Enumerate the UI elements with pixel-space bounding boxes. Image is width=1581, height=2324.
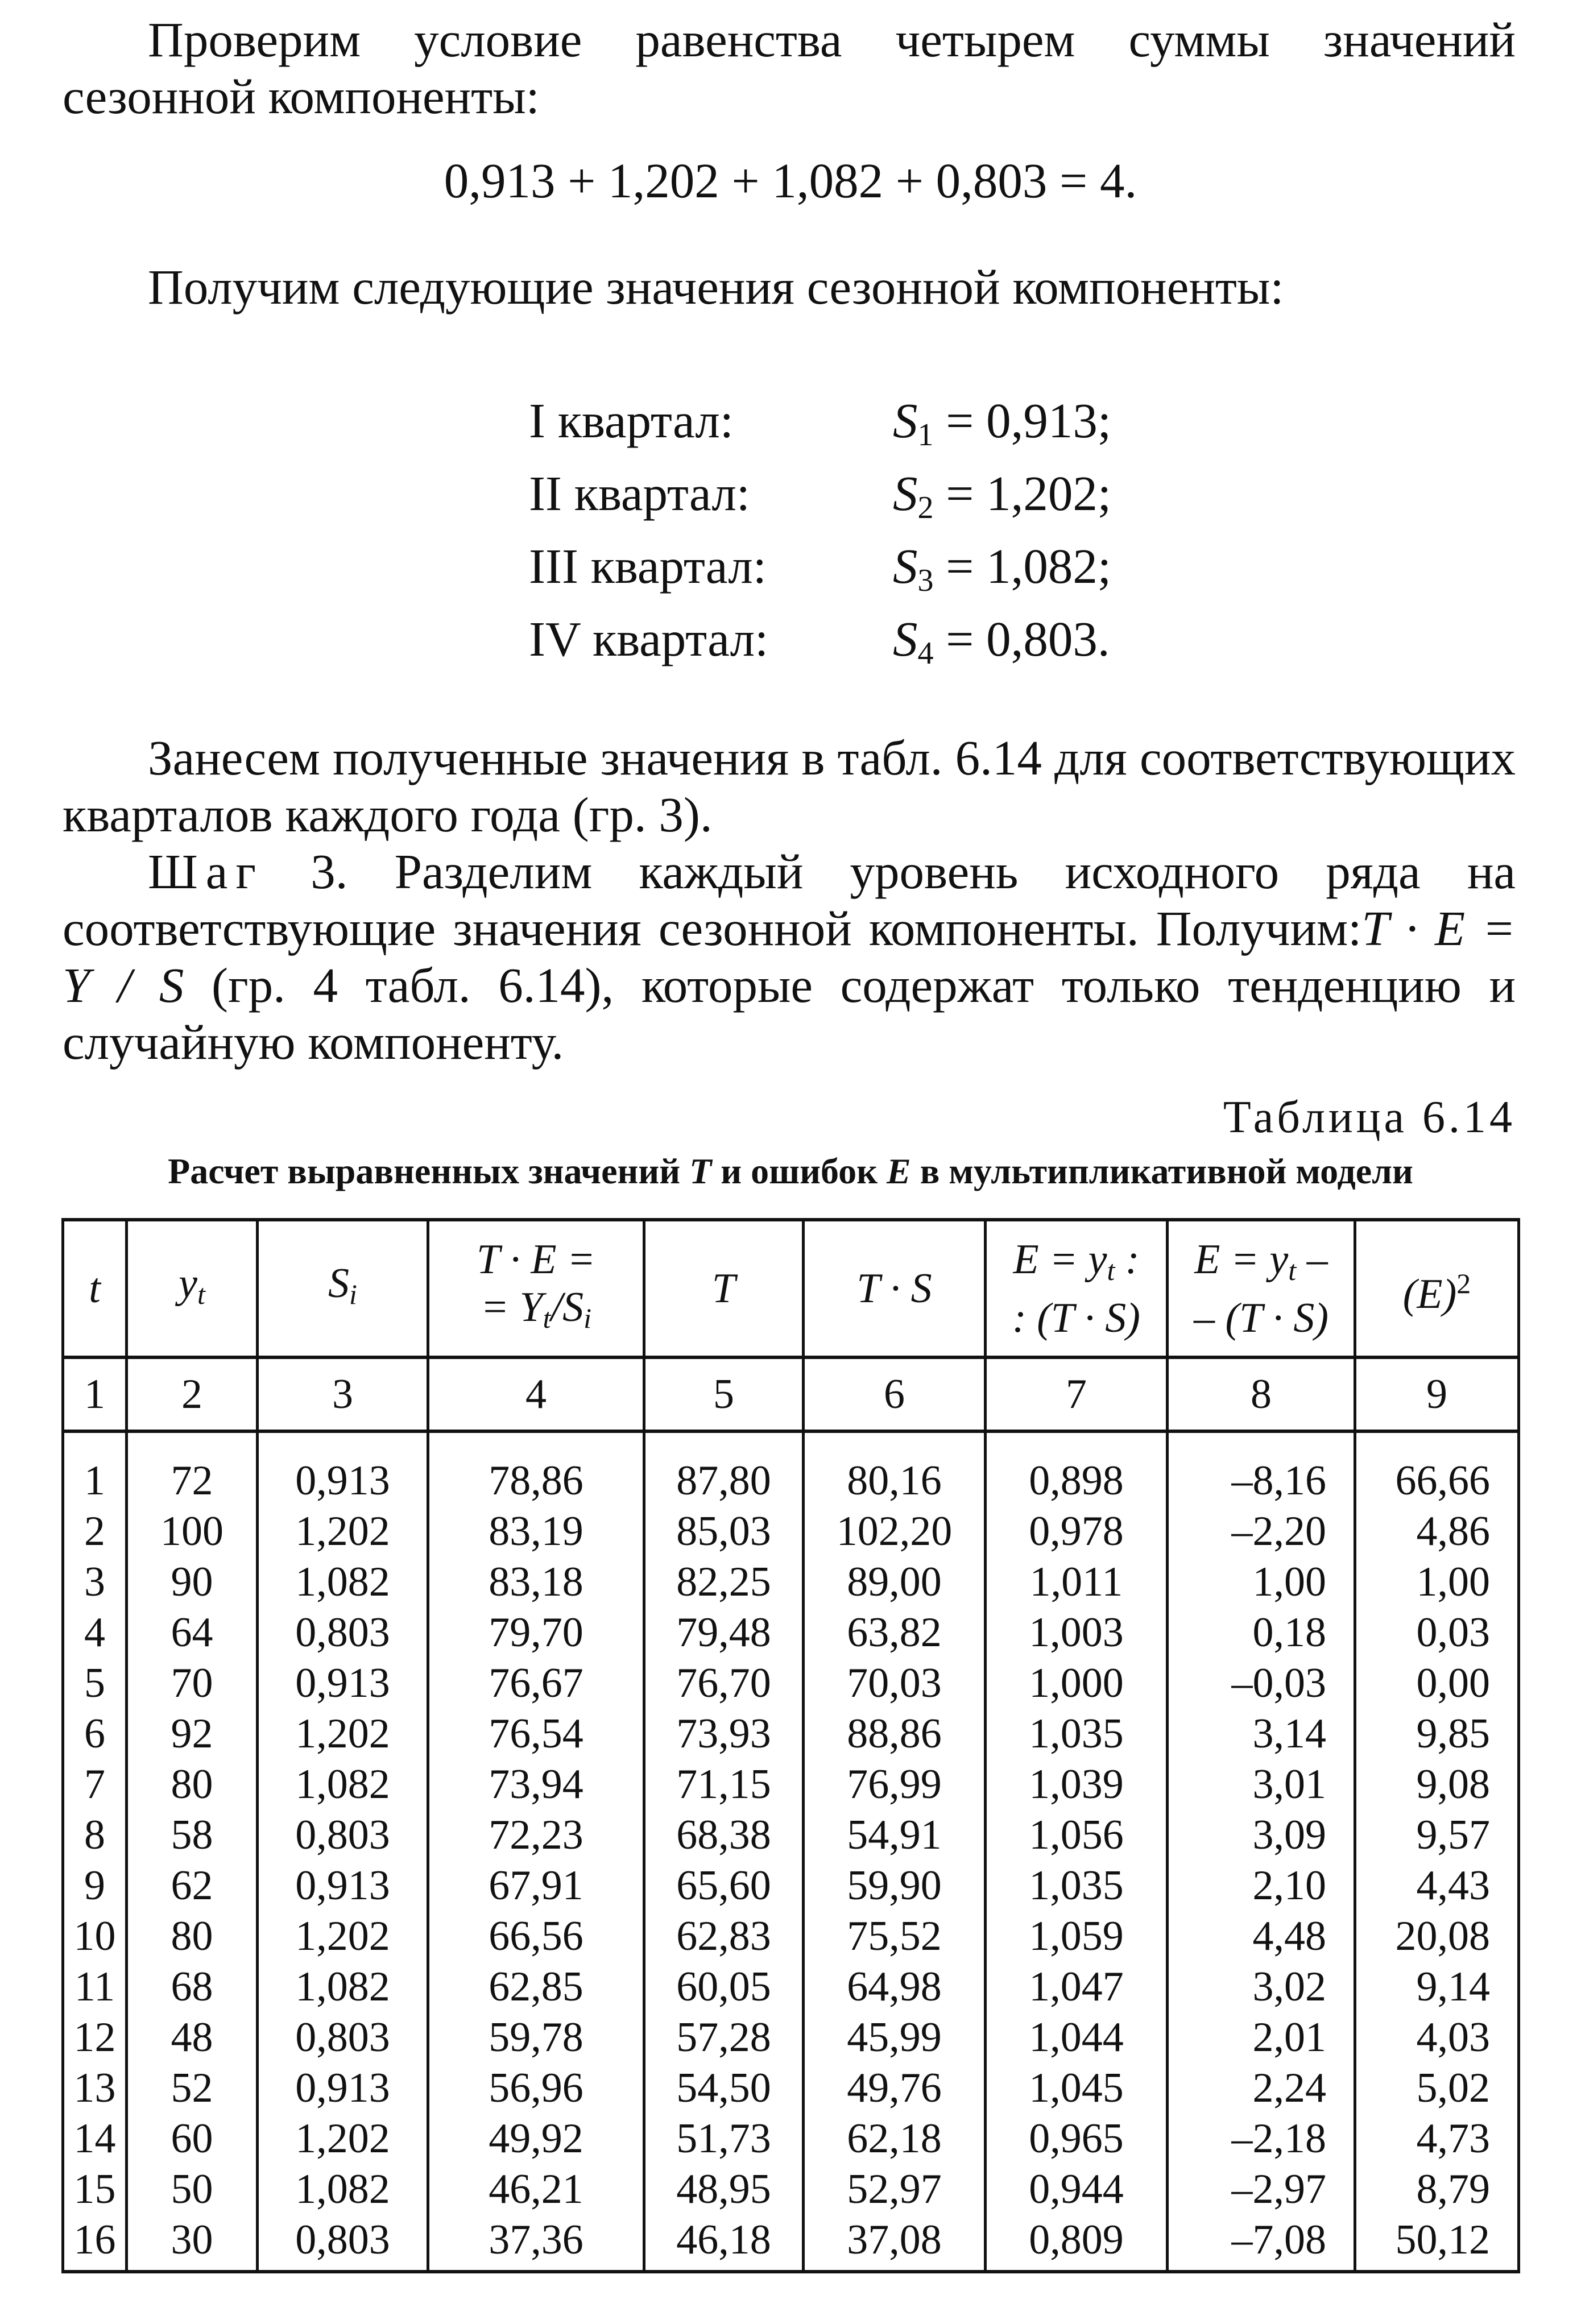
table-row [63, 2215, 1519, 2272]
table-cell: 66,66 [1355, 1456, 1519, 1506]
table-cell: 51,73 [644, 2114, 804, 2164]
table-cell: 58 [127, 1810, 258, 1861]
table-cell: 4,48 [1168, 1911, 1355, 1962]
table-cell: 2,24 [1168, 2063, 1355, 2114]
table-cell: 46,21 [428, 2164, 644, 2215]
step-text-end: (гр. 4 табл. 6.14), которые содержат только тенденцию и случайную компоненту. [63, 958, 1516, 1070]
table-cell: 73,94 [428, 1759, 644, 1810]
table-cell: 9 [63, 1861, 127, 1911]
table-cell: 4,86 [1355, 1506, 1519, 1557]
table-row [63, 1456, 1519, 1506]
table-cell: 80 [127, 1759, 258, 1810]
table-cell: 1,045 [986, 2063, 1168, 2114]
table-cell: 1,00 [1355, 1557, 1519, 1608]
table-title [0, 1146, 1581, 1197]
table-row [63, 1962, 1519, 2012]
table-cell: 5 [63, 1658, 127, 1709]
table-cell: 13 [63, 2063, 127, 2114]
table-cell: 4,43 [1355, 1861, 1519, 1911]
table-cell: 75,52 [804, 1911, 986, 1962]
table-cell: 4,73 [1355, 2114, 1519, 2164]
table-row [63, 1506, 1519, 1557]
seasonal-formula [893, 392, 1111, 463]
table-cell: 0,944 [986, 2164, 1168, 2215]
table-cell: 4 [63, 1608, 127, 1658]
header-line: – (T · S) [1193, 1294, 1329, 1341]
header-line [429, 1283, 643, 1342]
table-cell: 6 [63, 1709, 127, 1759]
table-cell: 76,70 [644, 1658, 804, 1709]
header-line: : (T · S) [1012, 1294, 1140, 1341]
table-cell: 59,90 [804, 1861, 986, 1911]
header-part: /S [551, 1283, 584, 1331]
table-title-part: в мультипликативной модели [910, 1151, 1413, 1191]
quarter-label: III квартал: [529, 538, 767, 594]
seasonal-symbol: S [893, 538, 918, 594]
table-cell: –7,08 [1168, 2215, 1355, 2272]
table-cell: 1,056 [986, 1810, 1168, 1861]
column-number: 6 [804, 1357, 986, 1431]
column-number: 2 [127, 1357, 258, 1431]
table-cell: 9,85 [1355, 1709, 1519, 1759]
seasonal-index: 2 [917, 490, 934, 525]
table-cell: 11 [63, 1962, 127, 2012]
table-row [63, 1810, 1519, 1861]
table-body [63, 1456, 1519, 2272]
seasonal-formula [893, 538, 1111, 609]
column-number: 8 [1168, 1357, 1355, 1431]
header-yt [127, 1220, 258, 1357]
table-cell: 1,047 [986, 1962, 1168, 2012]
table-cell: 5,02 [1355, 2063, 1519, 2114]
table-cell: 60 [127, 2114, 258, 2164]
table-cell: 67,91 [428, 1861, 644, 1911]
table-cell: 87,80 [644, 1456, 804, 1506]
table-cell: 62 [127, 1861, 258, 1911]
seasonal-value: = 0,803. [946, 611, 1110, 666]
column-number: 4 [428, 1357, 644, 1431]
table-cell: 52,97 [804, 2164, 986, 2215]
quarter-label: IV квартал: [529, 611, 769, 666]
table-cell: –8,16 [1168, 1456, 1355, 1506]
table-spacer-row [63, 1431, 1519, 1456]
table-cell: 70,03 [804, 1658, 986, 1709]
table-cell: 80,16 [804, 1456, 986, 1506]
seasonal-index: 4 [917, 636, 934, 671]
seasonal-index: 3 [917, 563, 934, 598]
table-cell: 76,67 [428, 1658, 644, 1709]
table-row [63, 2063, 1519, 2114]
table-cell: 76,99 [804, 1759, 986, 1810]
table-cell: 63,82 [804, 1608, 986, 1658]
table-cell: 1,082 [258, 1557, 428, 1608]
table-cell: 12 [63, 2012, 127, 2063]
table-cell: 46,18 [644, 2215, 804, 2272]
table-cell: 4,03 [1355, 2012, 1519, 2063]
table-cell: 73,93 [644, 1709, 804, 1759]
step-formula: T · E = Y / S [63, 901, 1516, 1013]
table-row [63, 1861, 1519, 1911]
table-cell: 1,082 [258, 1759, 428, 1810]
header-part: E = y [1194, 1236, 1289, 1283]
table-cell: 64 [127, 1608, 258, 1658]
step-text: 3. Разделим каждый уровень исходного ряда на соответствующие значения сезонной компоненты. Получим: [63, 844, 1516, 956]
table-cell: 62,83 [644, 1911, 804, 1962]
table-cell: 8,79 [1355, 2164, 1519, 2215]
table-cell: 15 [63, 2164, 127, 2215]
header-sub: t [1288, 1254, 1297, 1286]
table-cell: –2,18 [1168, 2114, 1355, 2164]
paragraph-table-reference: Занесем полученные значения в табл. 6.14 для соответствующих кварталов каждого года (гр. 3). [63, 730, 1516, 842]
paragraph-seasonal-sum-check: Проверим условие равенства четырем суммы значений сезонной компоненты: [63, 12, 1516, 124]
table-cell: 50,12 [1355, 2215, 1519, 2272]
table-cell: 102,20 [804, 1506, 986, 1557]
table-title-t: T [689, 1151, 712, 1191]
table-number-caption: Таблица 6.14 [1223, 1092, 1516, 1142]
seasonal-value-row [529, 465, 1211, 539]
table-cell: 0,803 [258, 2012, 428, 2063]
header-ts: T · S [804, 1220, 986, 1357]
quarter-label: II квартал: [529, 466, 750, 521]
table-cell: 80 [127, 1911, 258, 1962]
table-cell: 9,14 [1355, 1962, 1519, 2012]
header-sub: i [583, 1302, 591, 1334]
table-cell: 76,54 [428, 1709, 644, 1759]
header-line [987, 1236, 1166, 1294]
table-cell: 2 [63, 1506, 127, 1557]
table-cell: 1,035 [986, 1709, 1168, 1759]
column-number-row [63, 1357, 1519, 1431]
header-part: = Y [481, 1283, 543, 1331]
table-cell: 0,913 [258, 1861, 428, 1911]
table-title-part: Расчет выравненных значений [168, 1151, 690, 1191]
header-main: (E) [1402, 1270, 1457, 1318]
table-cell: 0,03 [1355, 1608, 1519, 1658]
seasonal-symbol: S [893, 466, 918, 521]
seasonal-value: = 0,913; [946, 393, 1111, 448]
table-row [63, 2114, 1519, 2164]
table-header-row [63, 1220, 1519, 1357]
seasonal-value: = 1,202; [946, 466, 1111, 521]
table-cell: 100 [127, 1506, 258, 1557]
table-cell: 0,803 [258, 1608, 428, 1658]
table-cell: 1,000 [986, 1658, 1168, 1709]
header-sub: i [349, 1278, 357, 1310]
table-cell: 79,48 [644, 1608, 804, 1658]
table-cell: 0,803 [258, 1810, 428, 1861]
seasonal-formula [893, 611, 1110, 682]
table-cell: 83,18 [428, 1557, 644, 1608]
header-te [428, 1220, 644, 1357]
table-cell: 72,23 [428, 1810, 644, 1861]
table-cell: 1,082 [258, 1962, 428, 2012]
table-cell: 62,85 [428, 1962, 644, 2012]
header-part: : [1115, 1236, 1140, 1283]
column-number: 7 [986, 1357, 1168, 1431]
seasonal-symbol: S [893, 393, 918, 448]
seasonal-value-row [529, 538, 1211, 612]
table-cell: 1 [63, 1456, 127, 1506]
table-cell: 1,039 [986, 1759, 1168, 1810]
table-cell: 52 [127, 2063, 258, 2114]
sum-equation: 0,913 + 1,202 + 1,082 + 0,803 = 4. [444, 153, 1137, 208]
table-cell: –0,03 [1168, 1658, 1355, 1709]
table-cell: 62,18 [804, 2114, 986, 2164]
header-line [1169, 1236, 1354, 1294]
table-cell: 1,035 [986, 1861, 1168, 1911]
table-cell: 90 [127, 1557, 258, 1608]
table-row [63, 1658, 1519, 1709]
table-cell: 0,809 [986, 2215, 1168, 2272]
table-cell: 71,15 [644, 1759, 804, 1810]
table-cell: 37,36 [428, 2215, 644, 2272]
column-number: 9 [1355, 1357, 1519, 1431]
table-row [63, 1557, 1519, 1608]
table-cell: 30 [127, 2215, 258, 2272]
table-cell: 57,28 [644, 2012, 804, 2063]
header-sub: t [197, 1278, 205, 1310]
table-cell: 88,86 [804, 1709, 986, 1759]
table-cell: 3,09 [1168, 1810, 1355, 1861]
table-cell: 54,91 [804, 1810, 986, 1861]
seasonal-index: 1 [917, 417, 934, 453]
table-cell: 0,913 [258, 1658, 428, 1709]
column-number: 5 [644, 1357, 804, 1431]
table-cell: 1,011 [986, 1557, 1168, 1608]
header-main: y [179, 1260, 197, 1307]
table-cell: 85,03 [644, 1506, 804, 1557]
seasonal-value: = 1,082; [946, 538, 1111, 594]
header-line: T · E = [477, 1236, 595, 1283]
multiplicative-model-table [61, 1218, 1520, 2273]
table-cell: –2,20 [1168, 1506, 1355, 1557]
table-cell: 82,25 [644, 1557, 804, 1608]
table-cell: 0,913 [258, 2063, 428, 2114]
table-cell: 68 [127, 1962, 258, 2012]
table-cell: 1,202 [258, 1911, 428, 1962]
table-cell: 3 [63, 1557, 127, 1608]
table-row [63, 2012, 1519, 2063]
header-trend: T [644, 1220, 804, 1357]
table-cell: 65,60 [644, 1861, 804, 1911]
table-cell: 9,57 [1355, 1810, 1519, 1861]
table-cell: 2,10 [1168, 1861, 1355, 1911]
table-cell: 50 [127, 2164, 258, 2215]
table-cell: 59,78 [428, 2012, 644, 2063]
table-cell: 1,082 [258, 2164, 428, 2215]
table-cell: 60,05 [644, 1962, 804, 2012]
table-cell: 1,202 [258, 1506, 428, 1557]
table-cell: 0,898 [986, 1456, 1168, 1506]
table-title-e: E [887, 1151, 911, 1191]
quarter-label: I квартал: [529, 393, 734, 448]
table-cell: 10 [63, 1911, 127, 1962]
table-cell: 1,202 [258, 1709, 428, 1759]
table-cell: 16 [63, 2215, 127, 2272]
seasonal-value-row [529, 392, 1211, 466]
table-cell: 78,86 [428, 1456, 644, 1506]
header-sub: t [1107, 1254, 1115, 1286]
table-cell: 49,92 [428, 2114, 644, 2164]
table-cell: 1,059 [986, 1911, 1168, 1962]
table-cell: 48,95 [644, 2164, 804, 2215]
table-cell: 1,00 [1168, 1557, 1355, 1608]
header-e-ratio [986, 1220, 1168, 1357]
table-cell: 66,56 [428, 1911, 644, 1962]
paragraph-seasonal-values-intro: Получим следующие значения сезонной компоненты: [148, 259, 1284, 314]
table-cell: 0,965 [986, 2114, 1168, 2164]
header-e-squared [1355, 1220, 1519, 1357]
header-part: E = y [1013, 1236, 1107, 1283]
table-cell: 49,76 [804, 2063, 986, 2114]
table-cell: 20,08 [1355, 1911, 1519, 1962]
table-cell: 68,38 [644, 1810, 804, 1861]
seasonal-symbol: S [893, 611, 918, 666]
table-cell: 9,08 [1355, 1759, 1519, 1810]
step-label: Шаг [148, 844, 264, 899]
seasonal-formula [893, 465, 1111, 536]
table-cell: 1,044 [986, 2012, 1168, 2063]
column-number: 3 [258, 1357, 428, 1431]
table-cell: –2,97 [1168, 2164, 1355, 2215]
table-cell: 83,19 [428, 1506, 644, 1557]
header-main: S [328, 1260, 350, 1307]
table-row [63, 1608, 1519, 1658]
table-cell: 0,913 [258, 1456, 428, 1506]
table-cell: 2,01 [1168, 2012, 1355, 2063]
table-cell: 3,02 [1168, 1962, 1355, 2012]
table-row [63, 2164, 1519, 2215]
table-row [63, 1709, 1519, 1759]
header-e-diff [1168, 1220, 1355, 1357]
header-part: – [1296, 1236, 1328, 1283]
header-t: t [63, 1220, 127, 1357]
table-cell: 3,01 [1168, 1759, 1355, 1810]
table-cell: 79,70 [428, 1608, 644, 1658]
table-cell: 7 [63, 1759, 127, 1810]
table-cell: 8 [63, 1810, 127, 1861]
table-cell: 92 [127, 1709, 258, 1759]
table-title-part: и ошибок [711, 1151, 887, 1191]
table-row [63, 1911, 1519, 1962]
table-cell: 0,978 [986, 1506, 1168, 1557]
header-si [258, 1220, 428, 1357]
table-cell: 3,14 [1168, 1709, 1355, 1759]
table-cell: 14 [63, 2114, 127, 2164]
table-cell: 89,00 [804, 1557, 986, 1608]
table-cell: 0,803 [258, 2215, 428, 2272]
table-cell: 0,00 [1355, 1658, 1519, 1709]
table-cell: 48 [127, 2012, 258, 2063]
table-cell: 37,08 [804, 2215, 986, 2272]
table-cell: 70 [127, 1658, 258, 1709]
table-cell: 72 [127, 1456, 258, 1506]
table-cell: 45,99 [804, 2012, 986, 2063]
table-cell: 1,003 [986, 1608, 1168, 1658]
table-cell: 0,18 [1168, 1608, 1355, 1658]
column-number: 1 [63, 1357, 127, 1431]
table-cell: 56,96 [428, 2063, 644, 2114]
table-cell: 54,50 [644, 2063, 804, 2114]
seasonal-value-row [529, 611, 1211, 685]
paragraph-step-3 [63, 843, 1516, 1071]
table-row [63, 1759, 1519, 1810]
table-cell: 64,98 [804, 1962, 986, 2012]
header-sub: t [543, 1302, 551, 1334]
table-cell: 1,202 [258, 2114, 428, 2164]
header-sup: 2 [1456, 1267, 1471, 1299]
